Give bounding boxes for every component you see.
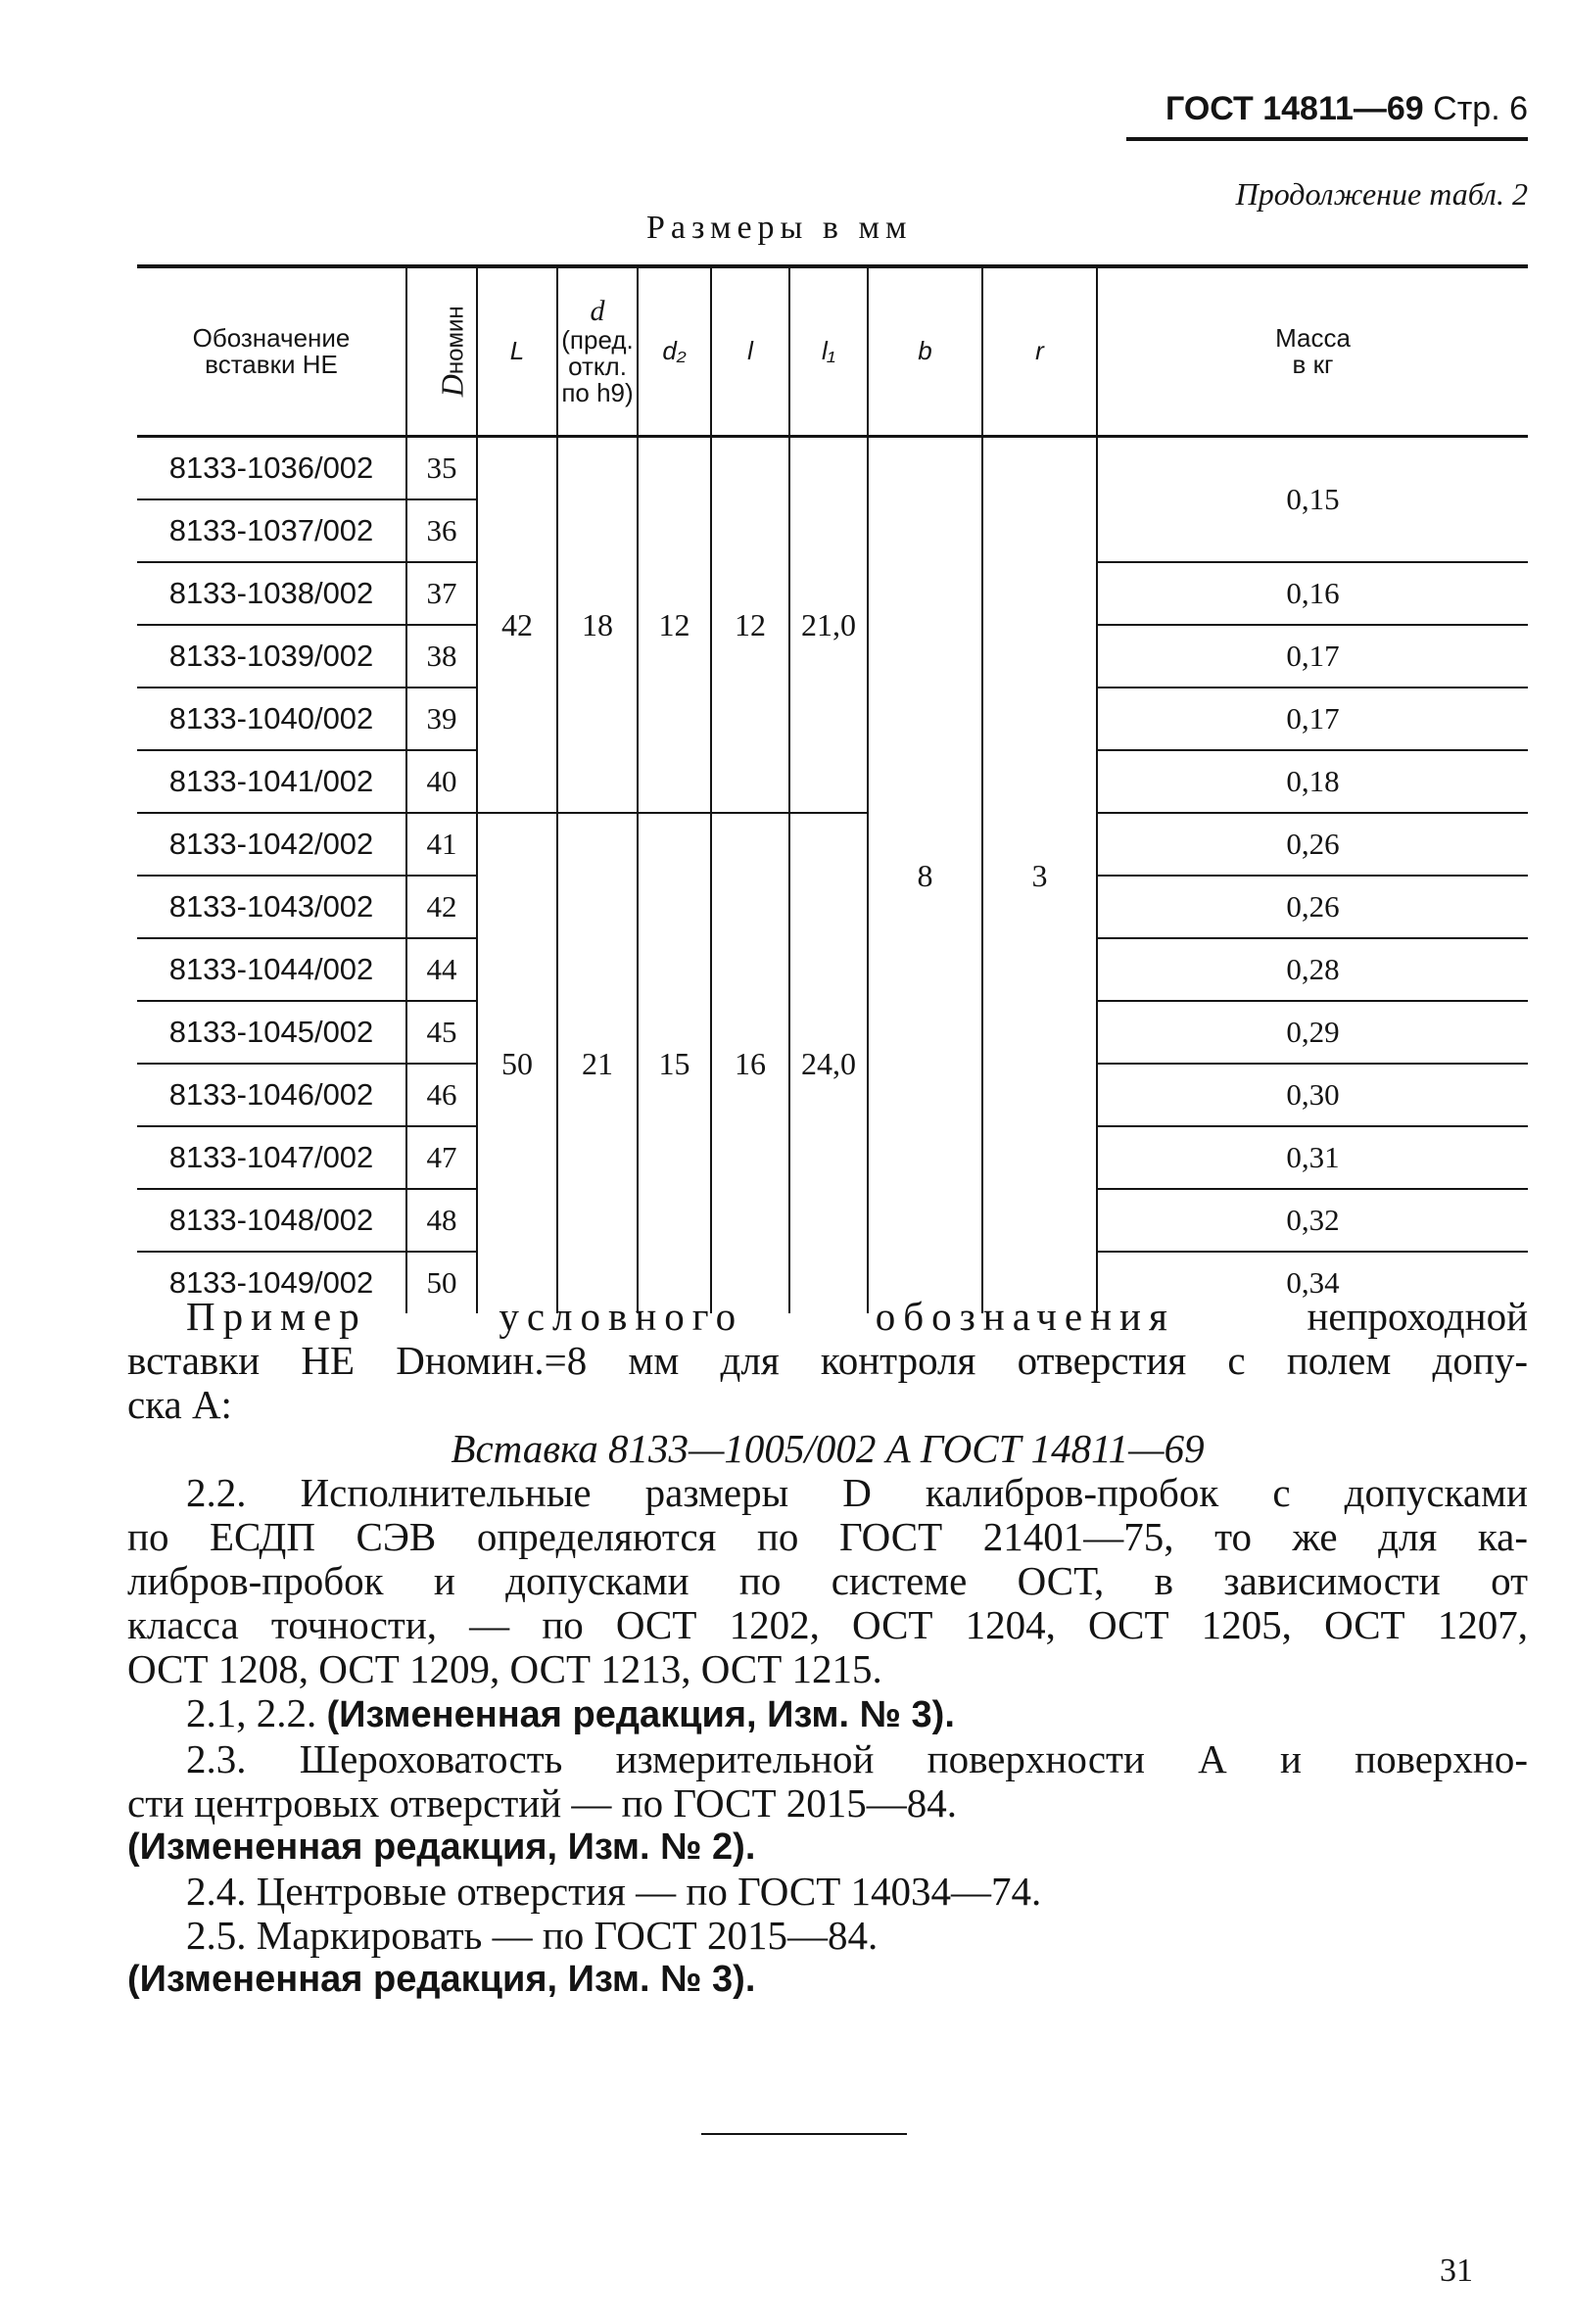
mass-cell: 0,26 bbox=[1097, 813, 1528, 876]
clause-2-2-line-3: либров-пробок и допусками по системе ОСТ, в зависимости от bbox=[127, 1558, 1528, 1603]
col-header-mass: Масса в кг bbox=[1097, 266, 1528, 437]
mass-cell: 0,34 bbox=[1097, 1252, 1528, 1313]
dnom-cell: 50 bbox=[406, 1252, 477, 1313]
d-value: 18 bbox=[557, 437, 638, 814]
page-label: Стр. 6 bbox=[1433, 90, 1528, 127]
clause-2-2-line-4: класса точности, — по ОСТ 1202, ОСТ 1204, ОСТ 1205, ОСТ 1207, bbox=[127, 1602, 1528, 1647]
designation-cell: 8133-1041/002 bbox=[137, 750, 406, 813]
mass-cell: 0,18 bbox=[1097, 750, 1528, 813]
designation-cell: 8133-1038/002 bbox=[137, 562, 406, 625]
clause-2-2-line-5: ОСТ 1208, ОСТ 1209, ОСТ 1213, ОСТ 1215. bbox=[127, 1646, 882, 1691]
edit-note-3: (Измененная редакция, Изм. № 3). bbox=[127, 1959, 756, 2000]
dnom-cell: 38 bbox=[406, 625, 477, 688]
l1-value: 24,0 bbox=[789, 813, 868, 1313]
example-line-1: Пример условного обозначения непроходной bbox=[186, 1294, 1529, 1339]
col-header-d2: d₂ bbox=[638, 266, 711, 437]
inserts-table bbox=[137, 264, 1528, 1313]
dnom-cell: 45 bbox=[406, 1001, 477, 1064]
document-body bbox=[127, 1295, 1528, 2002]
mass-cell: 0,17 bbox=[1097, 625, 1528, 688]
designation-cell: 8133-1042/002 bbox=[137, 813, 406, 876]
table-header-row bbox=[137, 266, 1528, 437]
mass-cell: 0,31 bbox=[1097, 1126, 1528, 1189]
designation-cell: 8133-1047/002 bbox=[137, 1126, 406, 1189]
dnom-cell: 46 bbox=[406, 1064, 477, 1126]
designation-cell: 8133-1048/002 bbox=[137, 1189, 406, 1252]
dnom-cell: 47 bbox=[406, 1126, 477, 1189]
L-value: 50 bbox=[477, 813, 557, 1313]
l1-value: 21,0 bbox=[789, 437, 868, 814]
clause-2-4: 2.4. Центровые отверстия — по ГОСТ 14034—74. bbox=[186, 1869, 1042, 1914]
example-line-2: вставки НЕ Dномин.=8 мм для контроля отверстия с полем допу- bbox=[127, 1338, 1528, 1383]
mass-cell: 0,16 bbox=[1097, 562, 1528, 625]
designation-cell: 8133-1049/002 bbox=[137, 1252, 406, 1313]
mass-cell: 0,26 bbox=[1097, 876, 1528, 938]
mass-cell: 0,15 bbox=[1097, 437, 1528, 563]
col-header-l1: l₁ bbox=[789, 266, 868, 437]
clause-2-3-line-2: сти центровых отверстий — по ГОСТ 2015—84. bbox=[127, 1780, 958, 1826]
footer-rule bbox=[701, 2133, 907, 2135]
designation-cell: 8133-1040/002 bbox=[137, 688, 406, 750]
dnom-cell: 48 bbox=[406, 1189, 477, 1252]
col-header-b: b bbox=[868, 266, 982, 437]
clause-2-2-line-2: по ЕСДП СЭВ определяются по ГОСТ 21401—75, то же для ка- bbox=[127, 1514, 1528, 1559]
standard-number: ГОСТ 14811—69 bbox=[1165, 90, 1424, 127]
mass-cell: 0,29 bbox=[1097, 1001, 1528, 1064]
mass-cell: 0,30 bbox=[1097, 1064, 1528, 1126]
table-continuation-label: Продолжение табл. 2 bbox=[1235, 176, 1528, 212]
designation-cell: 8133-1046/002 bbox=[137, 1064, 406, 1126]
col-header-d: d (пред. откл. по h9) bbox=[557, 266, 638, 437]
designation-cell: 8133-1043/002 bbox=[137, 876, 406, 938]
col-header-l: l bbox=[711, 266, 789, 437]
L-value: 42 bbox=[477, 437, 557, 814]
col-header-r: r bbox=[982, 266, 1097, 437]
d2-value: 12 bbox=[638, 437, 711, 814]
l-value: 16 bbox=[711, 813, 789, 1313]
designation-cell: 8133-1036/002 bbox=[137, 437, 406, 500]
edit-note-2: (Измененная редакция, Изм. № 2). bbox=[127, 1826, 756, 1868]
designation-cell: 8133-1039/002 bbox=[137, 625, 406, 688]
dnom-cell: 40 bbox=[406, 750, 477, 813]
dnom-cell: 44 bbox=[406, 938, 477, 1001]
b-value: 8 bbox=[868, 437, 982, 1314]
dnom-cell: 39 bbox=[406, 688, 477, 750]
mass-cell: 0,17 bbox=[1097, 688, 1528, 750]
r-value: 3 bbox=[982, 437, 1097, 1314]
l-value: 12 bbox=[711, 437, 789, 814]
edit-note-1: 2.1, 2.2. (Измененная редакция, Изм. № 3). bbox=[186, 1690, 955, 1735]
dnom-cell: 36 bbox=[406, 499, 477, 562]
table-row bbox=[137, 437, 1528, 500]
designation-cell: 8133-1045/002 bbox=[137, 1001, 406, 1064]
clause-2-5: 2.5. Маркировать — по ГОСТ 2015—84. bbox=[186, 1913, 879, 1958]
dnom-cell: 42 bbox=[406, 876, 477, 938]
col-header-L: L bbox=[477, 266, 557, 437]
page-number: 31 bbox=[1440, 2253, 1473, 2289]
mass-cell: 0,28 bbox=[1097, 938, 1528, 1001]
table-row bbox=[137, 813, 1528, 876]
dnom-cell: 41 bbox=[406, 813, 477, 876]
designation-cell: 8133-1044/002 bbox=[137, 938, 406, 1001]
example-line-3: ска A: bbox=[127, 1382, 232, 1427]
units-label: Размеры в мм bbox=[646, 210, 913, 246]
designation-cell: 8133-1037/002 bbox=[137, 499, 406, 562]
example-designation: Вставка 8133—1005/002 А ГОСТ 14811—69 bbox=[451, 1426, 1205, 1471]
clause-2-2-line-1: 2.2. Исполнительные размеры D калибров-пробок с допусками bbox=[186, 1470, 1528, 1515]
d-value: 21 bbox=[557, 813, 638, 1313]
clause-2-3-line-1: 2.3. Шероховатость измерительной поверхности А и поверхно- bbox=[186, 1736, 1528, 1781]
col-header-designation: Обозначение вставки НЕ bbox=[137, 266, 406, 437]
dnom-cell: 35 bbox=[406, 437, 477, 500]
col-header-dnom: Dномин bbox=[406, 266, 477, 437]
mass-cell: 0,32 bbox=[1097, 1189, 1528, 1252]
dnom-cell: 37 bbox=[406, 562, 477, 625]
page-header bbox=[1117, 90, 1528, 128]
header-rule bbox=[1126, 137, 1528, 141]
d2-value: 15 bbox=[638, 813, 711, 1313]
